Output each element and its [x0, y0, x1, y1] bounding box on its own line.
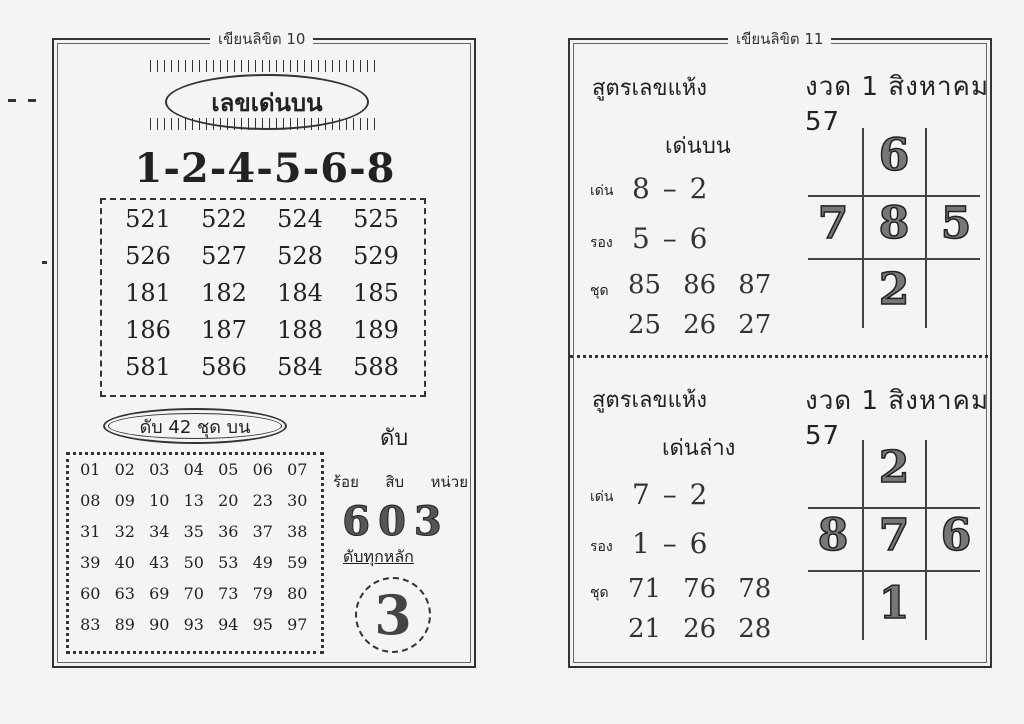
grid-line	[808, 507, 980, 509]
number-cell: 188	[277, 316, 323, 344]
number-cell: 529	[353, 242, 399, 270]
second-label: รอง	[590, 235, 613, 251]
number-cell: 20	[218, 491, 239, 510]
number-cell: 03	[149, 460, 170, 479]
number-cell: 69	[149, 584, 170, 603]
number-cell: 36	[218, 522, 239, 541]
number-cell: 527	[201, 242, 247, 270]
section-title: สูตรเลขแห้ง	[592, 76, 707, 101]
dab-all-number: 3	[355, 577, 431, 653]
number-cell: 39	[80, 553, 101, 572]
number-cell: 60	[80, 584, 101, 603]
number-cell: 588	[353, 353, 399, 381]
number-cell: 02	[114, 460, 135, 479]
set-number: 76	[683, 574, 717, 604]
lead-label: เด่น	[590, 183, 614, 199]
grid-line	[808, 570, 980, 572]
tens-label: สิบ	[385, 473, 405, 491]
binder-mark	[28, 99, 36, 102]
grid-line	[808, 195, 980, 197]
number-cell: 50	[183, 553, 204, 572]
hot-upper-title: เลขเด่นบน	[165, 74, 369, 130]
number-cell: 586	[201, 353, 247, 381]
sets-row	[628, 614, 771, 644]
number-cell: 181	[125, 279, 171, 307]
number-cell: 05	[218, 460, 239, 479]
number-cell: 526	[125, 242, 171, 270]
number-cell: 59	[287, 553, 308, 572]
grid-bottom-number: 2	[878, 264, 910, 315]
number-cell: 80	[287, 584, 308, 603]
units-label: หน่วย	[430, 473, 468, 491]
dab-title: ดับ	[380, 426, 409, 451]
grid-top-number: 6	[878, 130, 910, 181]
number-cell: 37	[252, 522, 273, 541]
set-label: ชุด	[590, 585, 609, 601]
left-page-header: เขียนลิขิต 10	[210, 27, 313, 51]
set-number: 71	[628, 574, 662, 604]
section-subtitle: เด่นล่าง	[662, 436, 736, 461]
set-number: 85	[628, 270, 662, 300]
number-cell: 23	[252, 491, 273, 510]
number-cell: 10	[149, 491, 170, 510]
number-cell: 83	[80, 615, 101, 634]
sets-row	[628, 574, 771, 604]
number-cell: 13	[183, 491, 204, 510]
draw-date: งวด 1 สิงหาคม 57	[805, 386, 990, 451]
number-cell: 584	[277, 353, 323, 381]
number-cell: 35	[183, 522, 204, 541]
draw-date: งวด 1 สิงหาคม 57	[805, 72, 990, 137]
number-cell: 89	[114, 615, 135, 634]
number-cell: 01	[80, 460, 101, 479]
set-number: 27	[738, 310, 772, 340]
lead-label: เด่น	[590, 489, 614, 505]
number-cell: 187	[201, 316, 247, 344]
digit-position-labels	[333, 470, 468, 494]
number-cell: 09	[114, 491, 135, 510]
number-cell: 63	[114, 584, 135, 603]
set-number: 26	[683, 310, 717, 340]
grid-center-number: 7	[878, 510, 910, 561]
number-cell: 79	[252, 584, 273, 603]
lead-pair: 8 – 2	[632, 172, 710, 205]
title-decoration-top	[150, 60, 380, 72]
number-cell: 522	[201, 205, 247, 233]
number-cell: 49	[252, 553, 273, 572]
hundreds-label: ร้อย	[333, 473, 359, 491]
number-cell: 97	[287, 615, 308, 634]
number-cell: 185	[353, 279, 399, 307]
number-cell: 525	[353, 205, 399, 233]
set-number: 87	[738, 270, 772, 300]
sets-row	[628, 270, 771, 300]
number-cell: 32	[114, 522, 135, 541]
number-cell: 70	[183, 584, 204, 603]
number-cell: 94	[218, 615, 239, 634]
number-cell: 34	[149, 522, 170, 541]
dab-all-label: ดับทุกหลัก	[343, 547, 414, 566]
set-number: 28	[738, 614, 772, 644]
grid-left-number: 8	[817, 510, 849, 561]
grid-right-number: 6	[940, 510, 972, 561]
dab-number: 603	[342, 498, 450, 545]
binder-mark	[42, 261, 47, 264]
number-cell: 38	[287, 522, 308, 541]
set-number: 25	[628, 310, 662, 340]
number-cell: 43	[149, 553, 170, 572]
number-cell: 189	[353, 316, 399, 344]
set-number: 78	[738, 574, 772, 604]
second-label: รอง	[590, 539, 613, 555]
grid-bottom-number: 1	[878, 578, 910, 629]
set-number: 21	[628, 614, 662, 644]
section-divider	[570, 355, 988, 358]
three-digit-grid	[110, 205, 414, 390]
section-subtitle: เด่นบน	[665, 134, 731, 159]
number-cell: 08	[80, 491, 101, 510]
number-cell: 95	[252, 615, 273, 634]
grid-line	[808, 258, 980, 260]
number-cell: 40	[114, 553, 135, 572]
number-cell: 30	[287, 491, 308, 510]
main-digits: 1-2-4-5-6-8	[134, 145, 396, 192]
right-page-header: เขียนลิขิต 11	[728, 27, 831, 51]
number-cell: 186	[125, 316, 171, 344]
dab-label: ดับ 42 ชุด บน	[103, 408, 287, 444]
grid-left-number: 7	[817, 198, 849, 249]
second-pair: 1 – 6	[632, 527, 710, 560]
number-cell: 524	[277, 205, 323, 233]
grid-right-number: 5	[940, 198, 972, 249]
section-title: สูตรเลขแห้ง	[592, 388, 707, 413]
second-pair: 5 – 6	[632, 222, 710, 255]
set-number: 86	[683, 270, 717, 300]
number-cell: 90	[149, 615, 170, 634]
number-cell: 73	[218, 584, 239, 603]
set-label: ชุด	[590, 283, 609, 299]
sets-row	[628, 310, 771, 340]
grid-top-number: 2	[878, 442, 910, 493]
number-cell: 53	[218, 553, 239, 572]
number-cell: 06	[252, 460, 273, 479]
number-cell: 04	[183, 460, 204, 479]
number-cell: 07	[287, 460, 308, 479]
binder-mark	[8, 99, 16, 102]
lead-pair: 7 – 2	[632, 478, 710, 511]
number-cell: 581	[125, 353, 171, 381]
number-cell: 184	[277, 279, 323, 307]
grid-center-number: 8	[878, 198, 910, 249]
number-cell: 528	[277, 242, 323, 270]
number-cell: 31	[80, 522, 101, 541]
number-cell: 521	[125, 205, 171, 233]
two-digit-grid	[73, 460, 315, 646]
set-number: 26	[683, 614, 717, 644]
number-cell: 93	[183, 615, 204, 634]
number-cell: 182	[201, 279, 247, 307]
